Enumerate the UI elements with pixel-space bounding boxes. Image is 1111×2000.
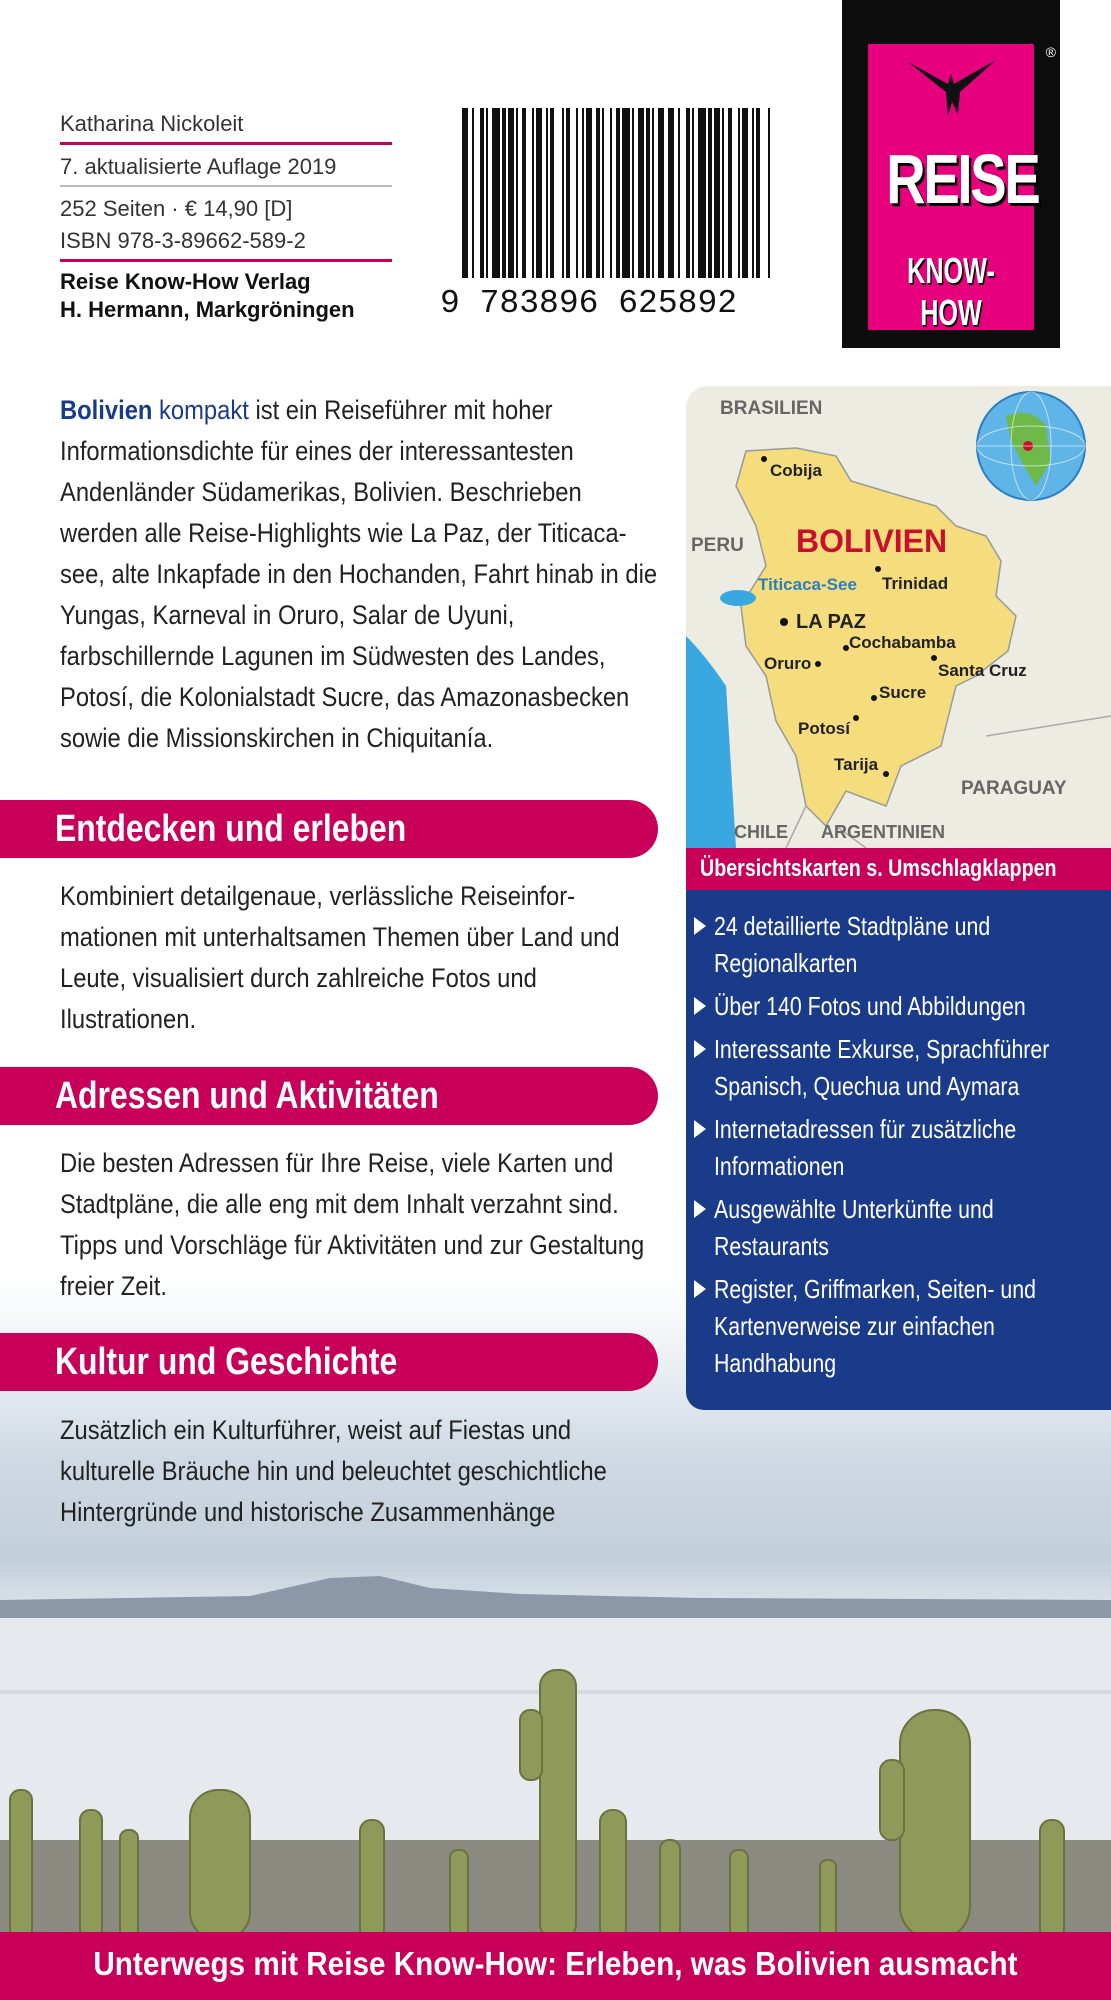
divider [60,185,392,187]
logo-word-knowhow: KNOW-HOW [907,250,995,333]
book-meta [60,108,392,324]
map-city-lapaz: LA PAZ [796,611,866,633]
logo-panel [868,44,1039,333]
map-city-oruro: Oruro [764,654,812,673]
feature-item: Ausgewählte Unterkünfte und Restaurants [686,1191,1111,1265]
barcode [440,108,790,318]
map-label-peru: PERU [691,535,744,556]
feature-item: Interessante Exkurse, Sprachführer Spanisch, Quechua und Aymara [686,1031,1111,1105]
section-heading: Adressen und Aktivitäten [55,1075,439,1117]
barcode-bars [462,108,770,278]
section-text: Kombiniert detailgenaue, verlässliche Reiseinfor-mationen mit unterhaltsamen Themen über Land und Leute, visualisiert durch zahlreiche Fotos und Ilustrationen. [60,881,620,1034]
feature-list [686,890,1111,1410]
map-city-potosi: Potosí [798,719,850,738]
feature-item: 24 detaillierte Stadtpläne und Regionalkarten [686,908,1111,982]
triangle-bullet-icon [694,1280,706,1298]
map-label-chile: CHILE [734,822,788,842]
divider [60,259,392,262]
map-city-santacruz: Santa Cruz [938,661,1027,680]
price-line: 252 Seiten · € 14,90 [D] [60,196,293,221]
triangle-bullet-icon [694,1200,706,1218]
map-city-titicaca: Titicaca-See [758,575,857,594]
triangle-bullet-icon [694,917,706,935]
map-graphic [686,386,1111,848]
publisher-name: Reise Know-How Verlag [60,269,311,294]
salt-flat-cactus-photo [0,1560,1111,1940]
map-label-paraguay: PARAGUAY [961,778,1067,799]
section-text: Die besten Adressen für Ihre Reise, viele Karten und Stadtpläne, die alle eng mit dem Inhalt verzahnt sind. Tipps und Vorschläge für Aktivitäten und zur Gestaltung freier Zeit. [60,1148,645,1301]
edition: 7. aktualisierte Auflage 2019 [60,154,337,179]
registered-mark: ® [1045,44,1056,60]
triangle-bullet-icon [694,1040,706,1058]
map-label-brasilien: BRASILIEN [720,398,823,419]
intro-title-light: kompakt [159,395,249,425]
isbn: ISBN 978-3-89662-589-2 [60,228,306,253]
map-label-argentinien: ARGENTINIEN [821,822,946,842]
section-text: Zusätzlich ein Kulturführer, weist auf Fiestas und kulturelle Bräuche hin und beleuchtet geschichtliche Hintergründe und historische Zusammenhänge [60,1415,607,1527]
intro-title-bold: Bolivien [60,395,153,425]
section-heading-band [0,800,658,858]
publisher-location: H. Hermann, Markgröningen [60,297,355,322]
map-caption: Übersichtskarten s. Umschlagklappen [686,848,1111,890]
map-city-cobija: Cobija [770,461,822,480]
map-city-cochabamba: Cochabamba [849,633,956,652]
map-label-country: BOLIVIEN [796,523,948,559]
publisher-logo [842,0,1060,348]
map-city-sucre: Sucre [879,683,927,702]
overview-map [686,386,1111,848]
triangle-bullet-icon [694,997,706,1015]
feature-item: Register, Griffmarken, Seiten- und Kartenverweise zur einfachen Handhabung [686,1271,1111,1382]
section-heading-band [0,1333,658,1391]
feature-item: Über 140 Fotos und Abbildungen [686,988,1111,1025]
map-city-tarija: Tarija [834,755,879,774]
intro-text [60,390,658,759]
divider [60,142,392,145]
bird-icon [868,44,1034,134]
logo-word-reise: REISE [886,140,1039,218]
map-city-trinidad: Trinidad [882,574,949,593]
footer-slogan: Unterwegs mit Reise Know-How: Erleben, was Bolivien ausmacht [0,1932,1111,2000]
section-heading-band [0,1067,658,1125]
author: Katharina Nickoleit [60,111,244,136]
feature-item: Internetadressen für zusätzliche Informationen [686,1111,1111,1185]
section-heading: Entdecken und erleben [55,808,407,850]
triangle-bullet-icon [694,1120,706,1138]
barcode-digits: 9 783896 625892 [440,285,738,318]
intro-body: ist ein Reiseführer mit hoher Informationsdichte für eines der interessantesten Andenländer Südamerikas, Bolivien. Beschrieben werden alle Reise-Highlights wie La Paz, der Titicaca-see, alte Inkapfade in den Hochanden, Fahrt hinab in die Yungas, Karneval in Oruro, Salar de Uyuni, farbschillernde Lagunen im Südwesten des Landes, Potosí, die Kolonialstadt Sucre, das Amazonasbecken sowie die Missionskirchen in Chiquitanía. [60,395,658,753]
section-heading: Kultur und Geschichte [55,1341,398,1383]
